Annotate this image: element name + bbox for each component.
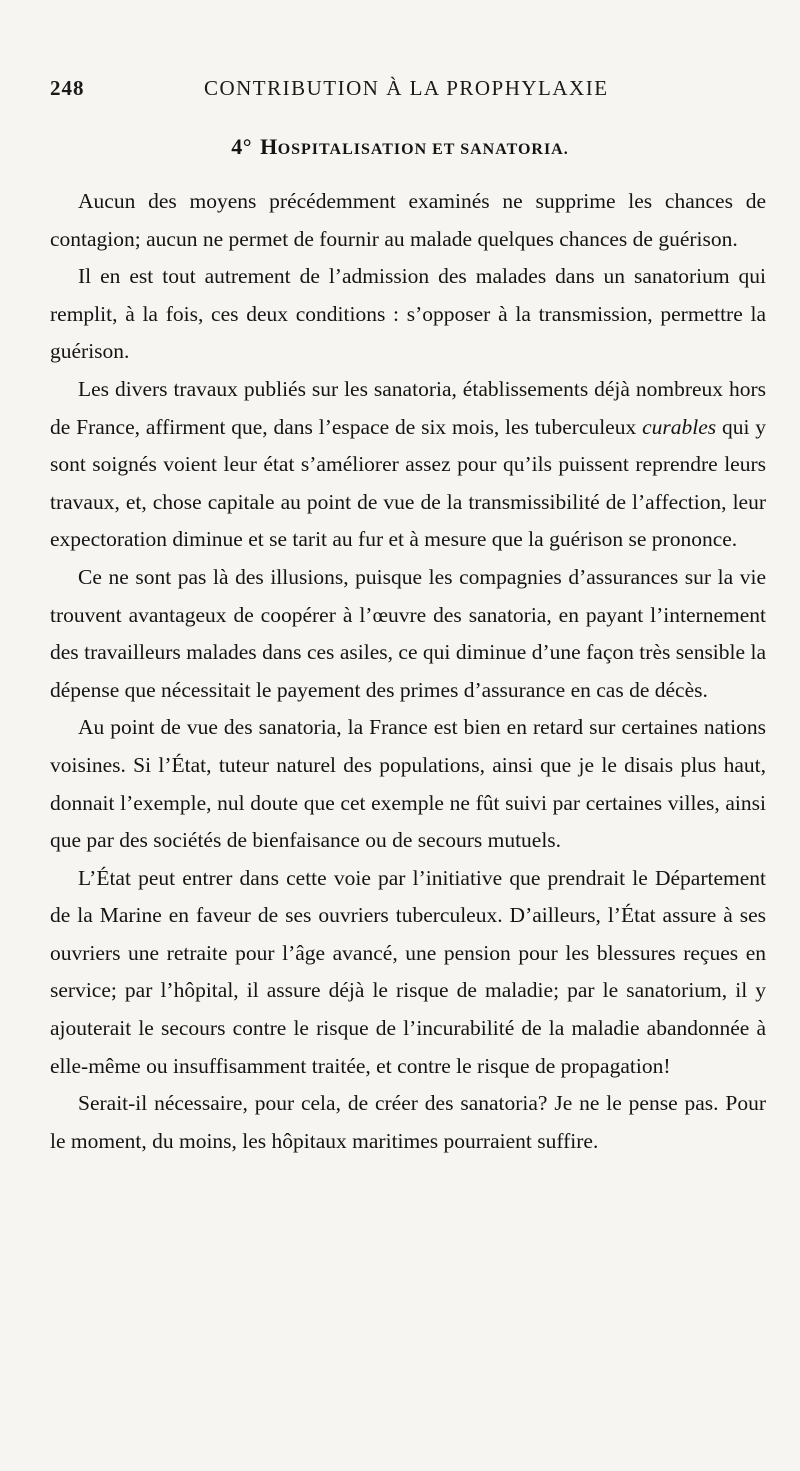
running-head-title: CONTRIBUTION À LA PROPHYLAXIE (203, 75, 609, 100)
section-title-rest: OSPITALISATION ET SANATORIA. (277, 141, 569, 158)
paragraph: Aucun des moyens précédemment examinés ne supprime les chances de contagion; aucun ne permet de fournir au malade quelques chances de guérison. (50, 189, 766, 251)
paragraph-text-before: Les divers travaux publiés sur les sanatoria, établissements déjà nombreux hors de France, affirment que, dans l’espace de six mois, les tuberculeux (50, 376, 766, 439)
emphasis-curables: curables (642, 414, 717, 439)
paragraph-text: Il en est tout autrement de l’admission des malades dans un sanatorium qui remplit, à la fois, ces deux conditions : s’opposer à la transmission, permettre la guérison. (50, 264, 766, 364)
paragraph: Ce ne sont pas là des illusions, puisque les compagnies d’assurances sur la vie trouvent avantageux de coopérer à l’œuvre des sanatoria, en payant l’internement des travailleurs malades dans ces asiles, ce qui diminue d’une façon très sensible la dépense que nécessitait le payement des primes d’assurance en cas de décès. (50, 564, 766, 702)
section-number: 4° (231, 134, 253, 159)
paragraph: Serait-il nécessaire, pour cela, de créer des sanatoria? Je ne le pense pas. Pour le moment, du moins, les hôpitaux maritimes pourraient suffire. (50, 1091, 766, 1153)
paragraph-text-after: qui y sont soignés voient leur état s’améliorer assez pour qu’ils puissent reprendre leurs travaux, et, chose capitale au point de vue de la transmissibilité de l’affection, leur expectoration diminue et se tarit au fur et à mesure que la guérison se prononce. (50, 414, 766, 552)
paragraph (50, 371, 766, 559)
paragraph (50, 258, 766, 371)
paragraph: L’État peut entrer dans cette voie par l’initiative que prendrait le Département de la Marine en faveur de ses ouvriers tuberculeux. D’ailleurs, l’État assure à ses ouvriers une retraite pour l’âge avancé, une pension pour les blessures reçues en service; par l’hôpital, il assure déjà le risque de maladie; par le sanatorium, il y ajouterait le secours contre le risque de l’incurabilité de la maladie abandonnée à elle-même ou insuffisamment traitée, et contre le risque de propagation! (50, 865, 766, 1078)
running-head (50, 70, 768, 106)
section-title-initial: H (260, 134, 278, 159)
paragraph: Au point de vue des sanatoria, la France est bien en retard sur certaines nations voisines. Si l’État, tuteur naturel des populations, ainsi que je le disais plus haut, donnait l’exemple, nul doute que cet exemple ne fût suivi par certaines villes, ainsi que par des sociétés de bienfaisance ou de secours mutuels. (50, 715, 766, 853)
page-number: 248 (50, 75, 85, 100)
body-text (50, 183, 766, 1160)
section-heading (0, 134, 800, 160)
